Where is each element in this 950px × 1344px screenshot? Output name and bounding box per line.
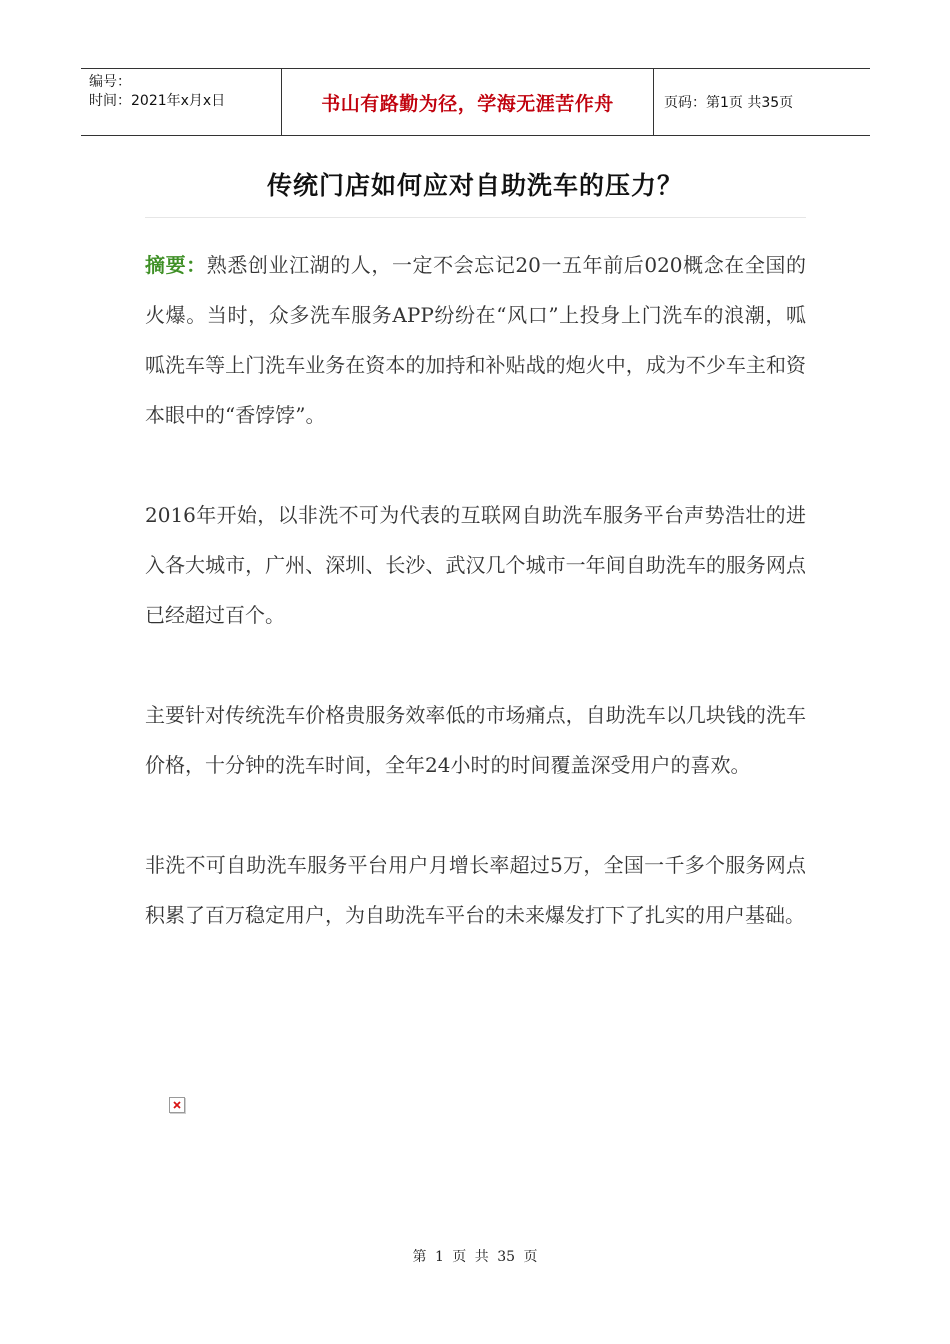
body-paragraph-2: 主要针对传统洗车价格贵服务效率低的市场痛点，自助洗车以几块钱的洗车价格，十分钟的洗车时间，全年24小时的时间覆盖深受用户的喜欢。 (145, 703, 806, 777)
header-motto: 书山有路勤为径，学海无涯苦作舟 (321, 92, 614, 115)
abstract-paragraph (145, 240, 806, 440)
abstract-text: 熟悉创业江湖的人，一定不会忘记20一五年前后020概念在全国的火爆。当时，众多洗车服务APP纷纷在“风口”上投身上门洗车的浪潮，呱呱洗车等上门洗车业务在资本的加持和补贴战的炮火中，成为不少车主和资本眼中的“香饽饽”。 (145, 253, 807, 427)
broken-image-cross-icon (172, 1100, 182, 1110)
abstract-label: 摘要： (145, 253, 207, 277)
body-paragraph-3: 非洗不可自助洗车服务平台用户月增长率超过5万，全国一千多个服务网点积累了百万稳定用户，为自助洗车平台的未来爆发打下了扎实的用户基础。 (145, 853, 806, 927)
header-page-number: 页码：第1页 共35页 (664, 95, 794, 111)
body-paragraph-1: 2016年开始，以非洗不可为代表的互联网自助洗车服务平台声势浩壮的进入各大城市，广州、深圳、长沙、武汉几个城市一年间自助洗车的服务网点已经超过百个。 (145, 503, 806, 627)
document-title: 传统门店如何应对自助洗车的压力？ (266, 171, 683, 200)
document-body (145, 240, 806, 990)
header-motto-cell (281, 69, 654, 135)
document-header (81, 68, 870, 136)
broken-image-icon (169, 1097, 185, 1113)
document-number-label: 编号： (89, 74, 131, 90)
title-divider (145, 217, 806, 218)
document-date: 时间：2021年x月x日 (89, 93, 226, 109)
header-meta-cell (81, 69, 281, 135)
header-page-cell (654, 69, 870, 135)
page-footer: 第 1 页 共 35 页 (412, 1249, 538, 1265)
